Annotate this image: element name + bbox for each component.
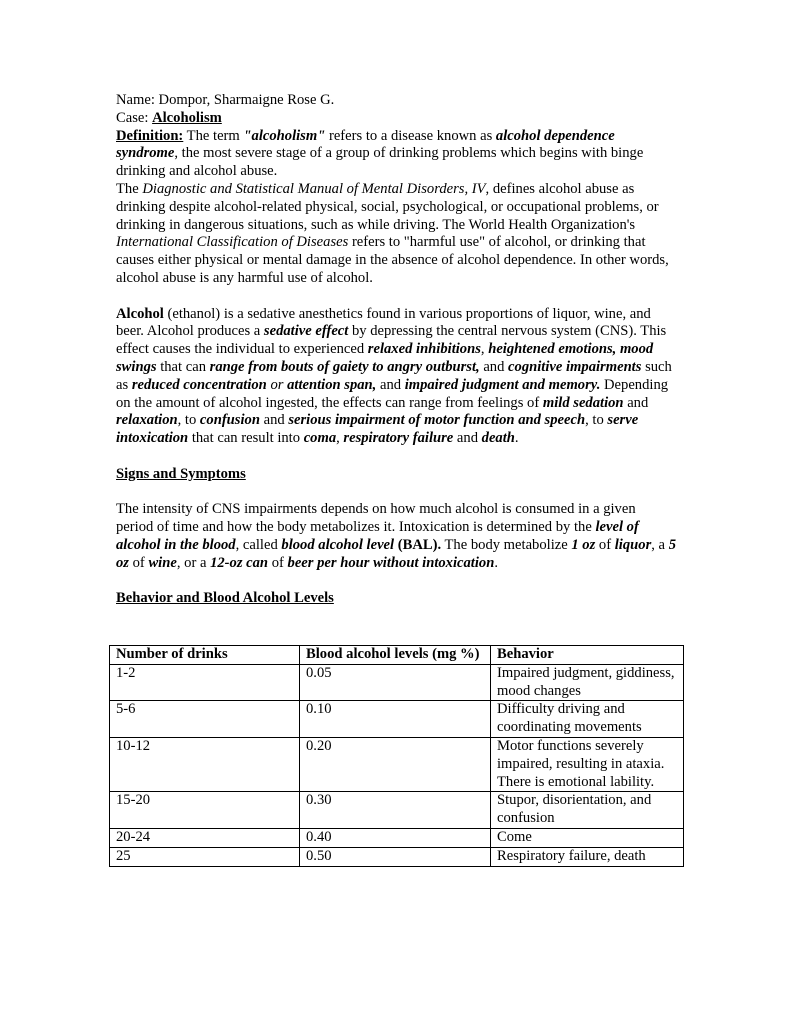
alcohol-text: . bbox=[514, 430, 519, 447]
signs-emphasis: blood alcohol level bbox=[281, 536, 395, 553]
alcohol-emphasis: reduced concentration bbox=[131, 376, 267, 393]
table-cell: Impaired judgment, giddiness, mood changes bbox=[491, 664, 684, 701]
alcohol-emphasis: respiratory failure bbox=[343, 430, 454, 447]
signs-emphasis: (BAL). bbox=[394, 536, 442, 553]
case-label: Case: bbox=[116, 109, 153, 126]
table-cell: 20-24 bbox=[110, 828, 300, 847]
definition-paragraph bbox=[116, 128, 676, 181]
signs-emphasis: level of alcohol in the blood bbox=[116, 519, 639, 553]
column-header: Blood alcohol levels (mg %) bbox=[300, 646, 491, 665]
alcohol-emphasis: cognitive impairments bbox=[508, 358, 642, 375]
alcohol-text: , to bbox=[585, 412, 608, 429]
alcohol-text: and bbox=[479, 358, 509, 375]
alcohol-emphasis: range from bouts of gaiety to angry outburst, bbox=[209, 358, 480, 375]
table-cell: Come bbox=[491, 828, 684, 847]
alcohol-text: that can bbox=[156, 358, 210, 375]
alcohol-text: Depending on the amount of alcohol ingested, the effects can range from feelings of bbox=[116, 376, 669, 411]
definition-label: Definition: bbox=[116, 127, 184, 144]
table-row bbox=[110, 701, 684, 738]
alcohol-text: by depressing the central nervous system (CNS). This effect causes the individual to experienced bbox=[116, 323, 667, 358]
table-heading: Behavior and Blood Alcohol Levels bbox=[116, 590, 334, 607]
signs-emphasis: 1 oz bbox=[571, 536, 596, 553]
table-cell: 15-20 bbox=[110, 792, 300, 829]
table-row bbox=[110, 664, 684, 701]
table-row bbox=[110, 792, 684, 829]
signs-text: , or a bbox=[176, 554, 211, 571]
signs-emphasis: 5 oz bbox=[116, 536, 676, 571]
alcohol-emphasis: serve intoxication bbox=[116, 412, 639, 447]
alcohol-text: (ethanol) is a sedative anesthetics found in various proportions of liquor, wine, and beer. Alcohol produces a bbox=[116, 305, 651, 340]
signs-emphasis: liquor bbox=[614, 536, 652, 553]
alcohol-emphasis: impaired judgment and memory. bbox=[404, 376, 601, 393]
dsm-paragraph bbox=[116, 181, 676, 288]
definition-term: "alcoholism" bbox=[243, 127, 326, 144]
alcohol-text: , bbox=[336, 430, 344, 447]
alcohol-term: Alcohol bbox=[116, 305, 164, 322]
table-header-row bbox=[110, 646, 684, 665]
table-cell: 0.05 bbox=[300, 664, 491, 701]
alcohol-emphasis: confusion bbox=[199, 412, 260, 429]
spacer bbox=[116, 288, 676, 306]
document-page bbox=[116, 92, 676, 608]
signs-heading: Signs and Symptoms bbox=[116, 465, 246, 482]
table-cell: 0.50 bbox=[300, 847, 491, 866]
signs-text: , a bbox=[651, 536, 669, 553]
spacer bbox=[116, 573, 676, 591]
alcohol-text: and bbox=[376, 376, 405, 393]
definition-text: The term bbox=[183, 127, 244, 144]
alcohol-emphasis: coma bbox=[303, 430, 337, 447]
icd-title: International Classification of Diseases bbox=[116, 234, 349, 251]
signs-emphasis: beer per hour without intoxication bbox=[287, 554, 495, 571]
alcohol-text: and bbox=[259, 412, 289, 429]
spacer bbox=[116, 448, 676, 466]
table-cell: Difficulty driving and coordinating movements bbox=[491, 701, 684, 738]
alcohol-text: that can result into bbox=[188, 430, 304, 447]
definition-text: refers to a disease known as bbox=[325, 127, 496, 144]
table-cell: 25 bbox=[110, 847, 300, 866]
alcohol-emphasis: relaxation bbox=[116, 412, 178, 429]
signs-text: of bbox=[268, 554, 288, 571]
signs-text: The body metabolize bbox=[441, 536, 572, 553]
signs-emphasis: wine bbox=[148, 554, 177, 571]
table-cell: Stupor, disorientation, and confusion bbox=[491, 792, 684, 829]
alcohol-emphasis: death bbox=[481, 430, 515, 447]
signs-text: The intensity of CNS impairments depends on how much alcohol is consumed in a given period of time and how the body metabolizes it. Intoxication is determined by the bbox=[116, 501, 636, 536]
table-cell: 1-2 bbox=[110, 664, 300, 701]
alcohol-text: , bbox=[480, 341, 489, 358]
spacer bbox=[116, 484, 676, 502]
dsm-text: refers to "harmful use" of alcohol, or drinking that causes either physical or mental damage in the absence of alcohol dependence. In other words, alcohol abuse is any harmful use of alcohol. bbox=[116, 234, 669, 286]
dsm-title: Diagnostic and Statistical Manual of Mental Disorders, IV bbox=[142, 180, 486, 197]
case-line bbox=[116, 110, 676, 128]
alcohol-text: , to bbox=[177, 412, 200, 429]
dsm-text: , defines alcohol abuse as drinking despite alcohol-related physical, social, psychological, or occupational problems, or drinking in dangerous situations, such as while driving. The World Health Organization's bbox=[116, 180, 659, 233]
table-row bbox=[110, 828, 684, 847]
signs-text: of bbox=[128, 554, 149, 571]
alcohol-text: or bbox=[266, 376, 288, 393]
signs-text: . bbox=[494, 554, 498, 571]
alcohol-text: such as bbox=[116, 358, 672, 393]
alcohol-text: and bbox=[623, 394, 649, 411]
alcohol-text: and bbox=[453, 430, 482, 447]
column-header: Behavior bbox=[491, 646, 684, 665]
alcohol-emphasis: attention span, bbox=[287, 376, 377, 393]
table-row bbox=[110, 737, 684, 791]
signs-text: , called bbox=[235, 536, 282, 553]
table-cell: 0.30 bbox=[300, 792, 491, 829]
alcohol-emphasis: relaxed inhibitions bbox=[367, 341, 481, 358]
alcohol-emphasis: mild sedation bbox=[542, 394, 624, 411]
table-cell: 0.10 bbox=[300, 701, 491, 738]
table-cell: Respiratory failure, death bbox=[491, 847, 684, 866]
definition-term: alcohol dependence syndrome bbox=[116, 127, 615, 162]
alcohol-emphasis: heightened emotions, mood swings bbox=[116, 341, 654, 375]
signs-text: of bbox=[595, 536, 615, 553]
alcohol-emphasis: serious impairment of motor function and speech bbox=[288, 412, 586, 429]
table-cell: 0.20 bbox=[300, 737, 491, 791]
alcohol-emphasis: sedative effect bbox=[263, 323, 349, 340]
table-cell: 10-12 bbox=[110, 737, 300, 791]
alcohol-paragraph bbox=[116, 306, 676, 448]
case-value: Alcoholism bbox=[152, 109, 222, 126]
table-cell: 0.40 bbox=[300, 828, 491, 847]
table-cell: Motor functions severely impaired, resulting in ataxia. There is emotional lability. bbox=[491, 737, 684, 791]
name-line: Name: Dompor, Sharmaigne Rose G. bbox=[116, 92, 335, 108]
table-row bbox=[110, 847, 684, 866]
table-cell: 5-6 bbox=[110, 701, 300, 738]
signs-emphasis: 12-oz can bbox=[210, 554, 269, 571]
definition-text: , the most severe stage of a group of drinking problems which begins with binge drinking and alcohol abuse. bbox=[116, 145, 644, 180]
column-header: Number of drinks bbox=[110, 646, 300, 665]
blood-alcohol-table bbox=[109, 645, 684, 867]
dsm-text: The bbox=[116, 180, 143, 197]
signs-paragraph bbox=[116, 501, 676, 572]
